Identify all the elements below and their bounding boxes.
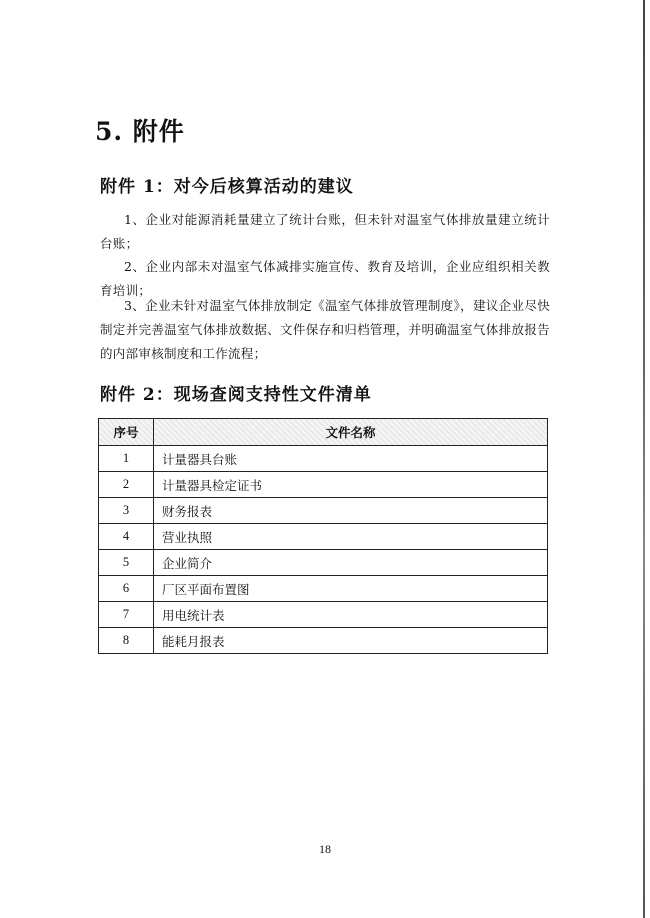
document-name: 用电统计表	[154, 602, 548, 628]
annex-1-item-1: 1、企业对能源消耗量建立了统计台账，但未针对温室气体排放量建立统计台账；	[100, 212, 550, 251]
table-row	[99, 472, 548, 498]
row-number: 3	[99, 498, 154, 524]
annex-1-title: 附件 1：对今后核算活动的建议	[100, 177, 354, 197]
annex-1-item-3: 3、企业未针对温室气体排放制定《温室气体排放管理制度》，建议企业尽快制定并完善温室气体排放数据、文件保存和归档管理，并明确温室气体排放报告的内部审核制度和工作流程；	[100, 298, 550, 361]
table-row	[99, 498, 548, 524]
scan-edge-line	[643, 0, 645, 918]
document-name: 营业执照	[154, 524, 548, 550]
document-name: 计量器具台账	[154, 446, 548, 472]
table-header-row	[99, 419, 548, 446]
header-document-name: 文件名称	[154, 419, 548, 446]
row-number: 4	[99, 524, 154, 550]
row-number: 2	[99, 472, 154, 498]
supporting-documents-table	[98, 418, 548, 654]
table-row	[99, 550, 548, 576]
document-name: 能耗月报表	[154, 628, 548, 654]
table-row	[99, 602, 548, 628]
header-serial-number: 序号	[99, 419, 154, 446]
table-row	[99, 524, 548, 550]
document-name: 企业简介	[154, 550, 548, 576]
row-number: 6	[99, 576, 154, 602]
annex-1-item-2: 2、企业内部未对温室气体减排实施宣传、教育及培训，企业应组织相关教育培训；	[100, 259, 550, 298]
table-row	[99, 628, 548, 654]
row-number: 5	[99, 550, 154, 576]
row-number: 7	[99, 602, 154, 628]
row-number: 1	[99, 446, 154, 472]
document-name: 厂区平面布置图	[154, 576, 548, 602]
table-row	[99, 576, 548, 602]
annex-2-title: 附件 2：现场查阅支持性文件清单	[100, 385, 372, 405]
page-number: 18	[319, 842, 331, 856]
document-name: 财务报表	[154, 498, 548, 524]
document-name: 计量器具检定证书	[154, 472, 548, 498]
table-row	[99, 446, 548, 472]
section-title: 5. 附件	[95, 117, 185, 146]
row-number: 8	[99, 628, 154, 654]
